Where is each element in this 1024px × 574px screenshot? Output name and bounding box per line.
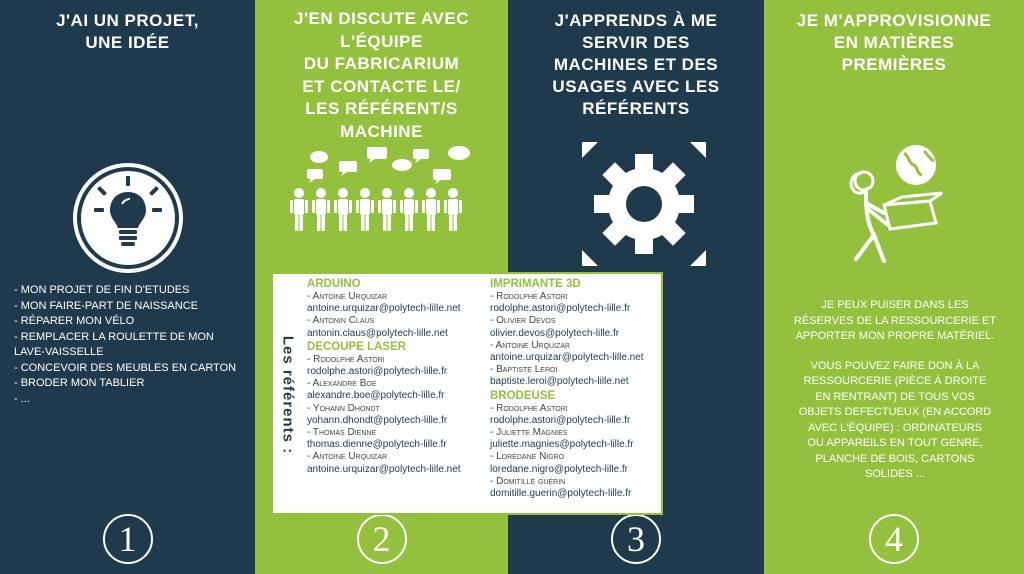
crowd-speech-icon — [287, 143, 477, 233]
list-item: - MON PROJET DE FIN D'ETUDES — [14, 284, 190, 296]
referent-name: - Yohann Dhondt — [307, 402, 380, 414]
referent-email[interactable]: rodolphe.astori@polytech-lille.fr — [490, 414, 631, 426]
referents-panel — [271, 272, 663, 515]
step-2-number: 2 — [357, 514, 407, 564]
referent-name: - Olivier Devos — [490, 315, 556, 327]
step-3-title: J'APPRENDS À ME SERVIR DES MACHINES ET DES USAGES AVEC LES RÉFÉRENTS — [552, 11, 720, 118]
step-1-column — [0, 0, 255, 574]
referent-name: - Baptiste Leroi — [490, 364, 558, 376]
referent-email[interactable]: rodolphe.astori@polytech-lille.fr — [307, 366, 448, 378]
supplies-paragraph-1: JE PEUX PUISER DANS LES RÉSERVES DE LA RESSOURCERIE ET APPORTER MON PROPRE MATÉRIEL. — [793, 299, 997, 342]
gear-icon — [578, 138, 710, 270]
step-4-number: 4 — [869, 514, 919, 564]
referent-name: - Antonin Claus — [307, 315, 375, 327]
referent-email[interactable]: thomas.dienne@polytech-lille.fr — [307, 439, 447, 451]
step-1-title: J'AI UN PROJET, UNE IDÉE — [56, 11, 199, 52]
list-item: - MON FAIRE-PART DE NAISSANCE — [14, 299, 198, 312]
referent-email[interactable]: olivier.devos@polytech-lille.fr — [490, 327, 620, 339]
supplies-text — [776, 298, 1014, 497]
referent-name: - Lorédane Nigro — [490, 451, 565, 463]
category-label: ARDUINO — [307, 278, 361, 290]
lightbulb-icon — [70, 160, 186, 276]
list-item: - REMPLACER LA ROULETTE DE MON LAVE-VAISSELLE — [14, 330, 214, 358]
referent-email[interactable]: antoine.urquizar@polytech-lille.net — [490, 352, 644, 364]
supplies-paragraph-2: VOUS POUVEZ FAIRE DON À LA RESSOURCERIE (PIÈCE À DROITE EN RENTRANT) DE TOUS VOS OBJETS DEFECTUEUX (EN ACCORD AVEC L'ÉQUIPE) : ORDINATEURS OU APPAREILS EN TOUT GENRE, PLANCHE DE BOIS, CARTONS SOLIDES ... — [798, 359, 992, 480]
referents-right-column — [490, 277, 662, 500]
referent-email[interactable]: loredane.nigro@polytech-lille.fr — [490, 463, 628, 475]
project-examples-list — [14, 283, 244, 407]
referent-email[interactable]: juliette.magnies@polytech-lille.fr — [490, 439, 634, 451]
list-item: - ... — [14, 392, 30, 405]
category-label: IMPRIMANTE 3D — [490, 278, 581, 290]
referent-name: - Antoine Urquizar — [307, 291, 388, 302]
referent-name: - Rodolphe Astori — [490, 291, 568, 302]
category-label: DECOUPE LASER — [307, 340, 407, 353]
referent-email[interactable]: rodolphe.astori@polytech-lille.fr — [490, 303, 631, 315]
referents-left-column — [307, 277, 487, 476]
referent-name: - Domitille guérin — [490, 475, 566, 487]
referent-name: - Antoine Urquizar — [490, 339, 571, 351]
referent-name: - Rodolphe Astori — [490, 402, 568, 414]
referent-name: - Rodolphe Astori — [307, 353, 385, 365]
referent-email[interactable]: baptiste.leroi@polytech-lille.net — [490, 376, 629, 388]
referent-name: - Juliette Magnies — [490, 427, 568, 439]
category-label: BRODEUSE — [490, 389, 556, 402]
referent-email[interactable]: alexandre.boe@polytech-lille.fr — [307, 390, 445, 402]
referent-email[interactable]: antonin.claus@polytech-lille.net — [307, 327, 448, 339]
step-3-number: 3 — [611, 514, 661, 564]
referent-name: - Antoine Urquizar — [307, 451, 388, 463]
referent-email[interactable]: domitille.guerin@polytech-lille.fr — [490, 488, 632, 500]
step-1-number: 1 — [103, 514, 153, 564]
person-globe-box-icon — [844, 143, 954, 265]
step-4-title: JE M'APPROVISIONNE EN MATIÈRES PREMIÈRES — [796, 11, 992, 74]
referent-email[interactable]: antoine.urquizar@polytech-lille.net — [307, 463, 461, 475]
list-item: - RÉPARER MON VÉLO — [14, 315, 135, 327]
list-item: - CONCEVOIR DES MEUBLES EN CARTON — [14, 361, 237, 374]
referent-email[interactable]: antoine.urquizar@polytech-lille.net — [307, 303, 461, 315]
referent-name: - Thomas Dienne — [307, 427, 377, 439]
step-2-title: J'EN DISCUTE AVEC L'ÉQUIPE DU FABRICARIUM ET CONTACTE LE/ LES RÉFÉRENT/S MACHINE — [293, 9, 469, 141]
list-item: - BRODER MON TABLIER — [14, 377, 145, 389]
referents-heading: Les référents : — [279, 335, 297, 454]
referent-email[interactable]: yohann.dhondt@polytech-lille.fr — [307, 414, 448, 426]
referent-name: - Alexandre Boe — [307, 378, 377, 390]
